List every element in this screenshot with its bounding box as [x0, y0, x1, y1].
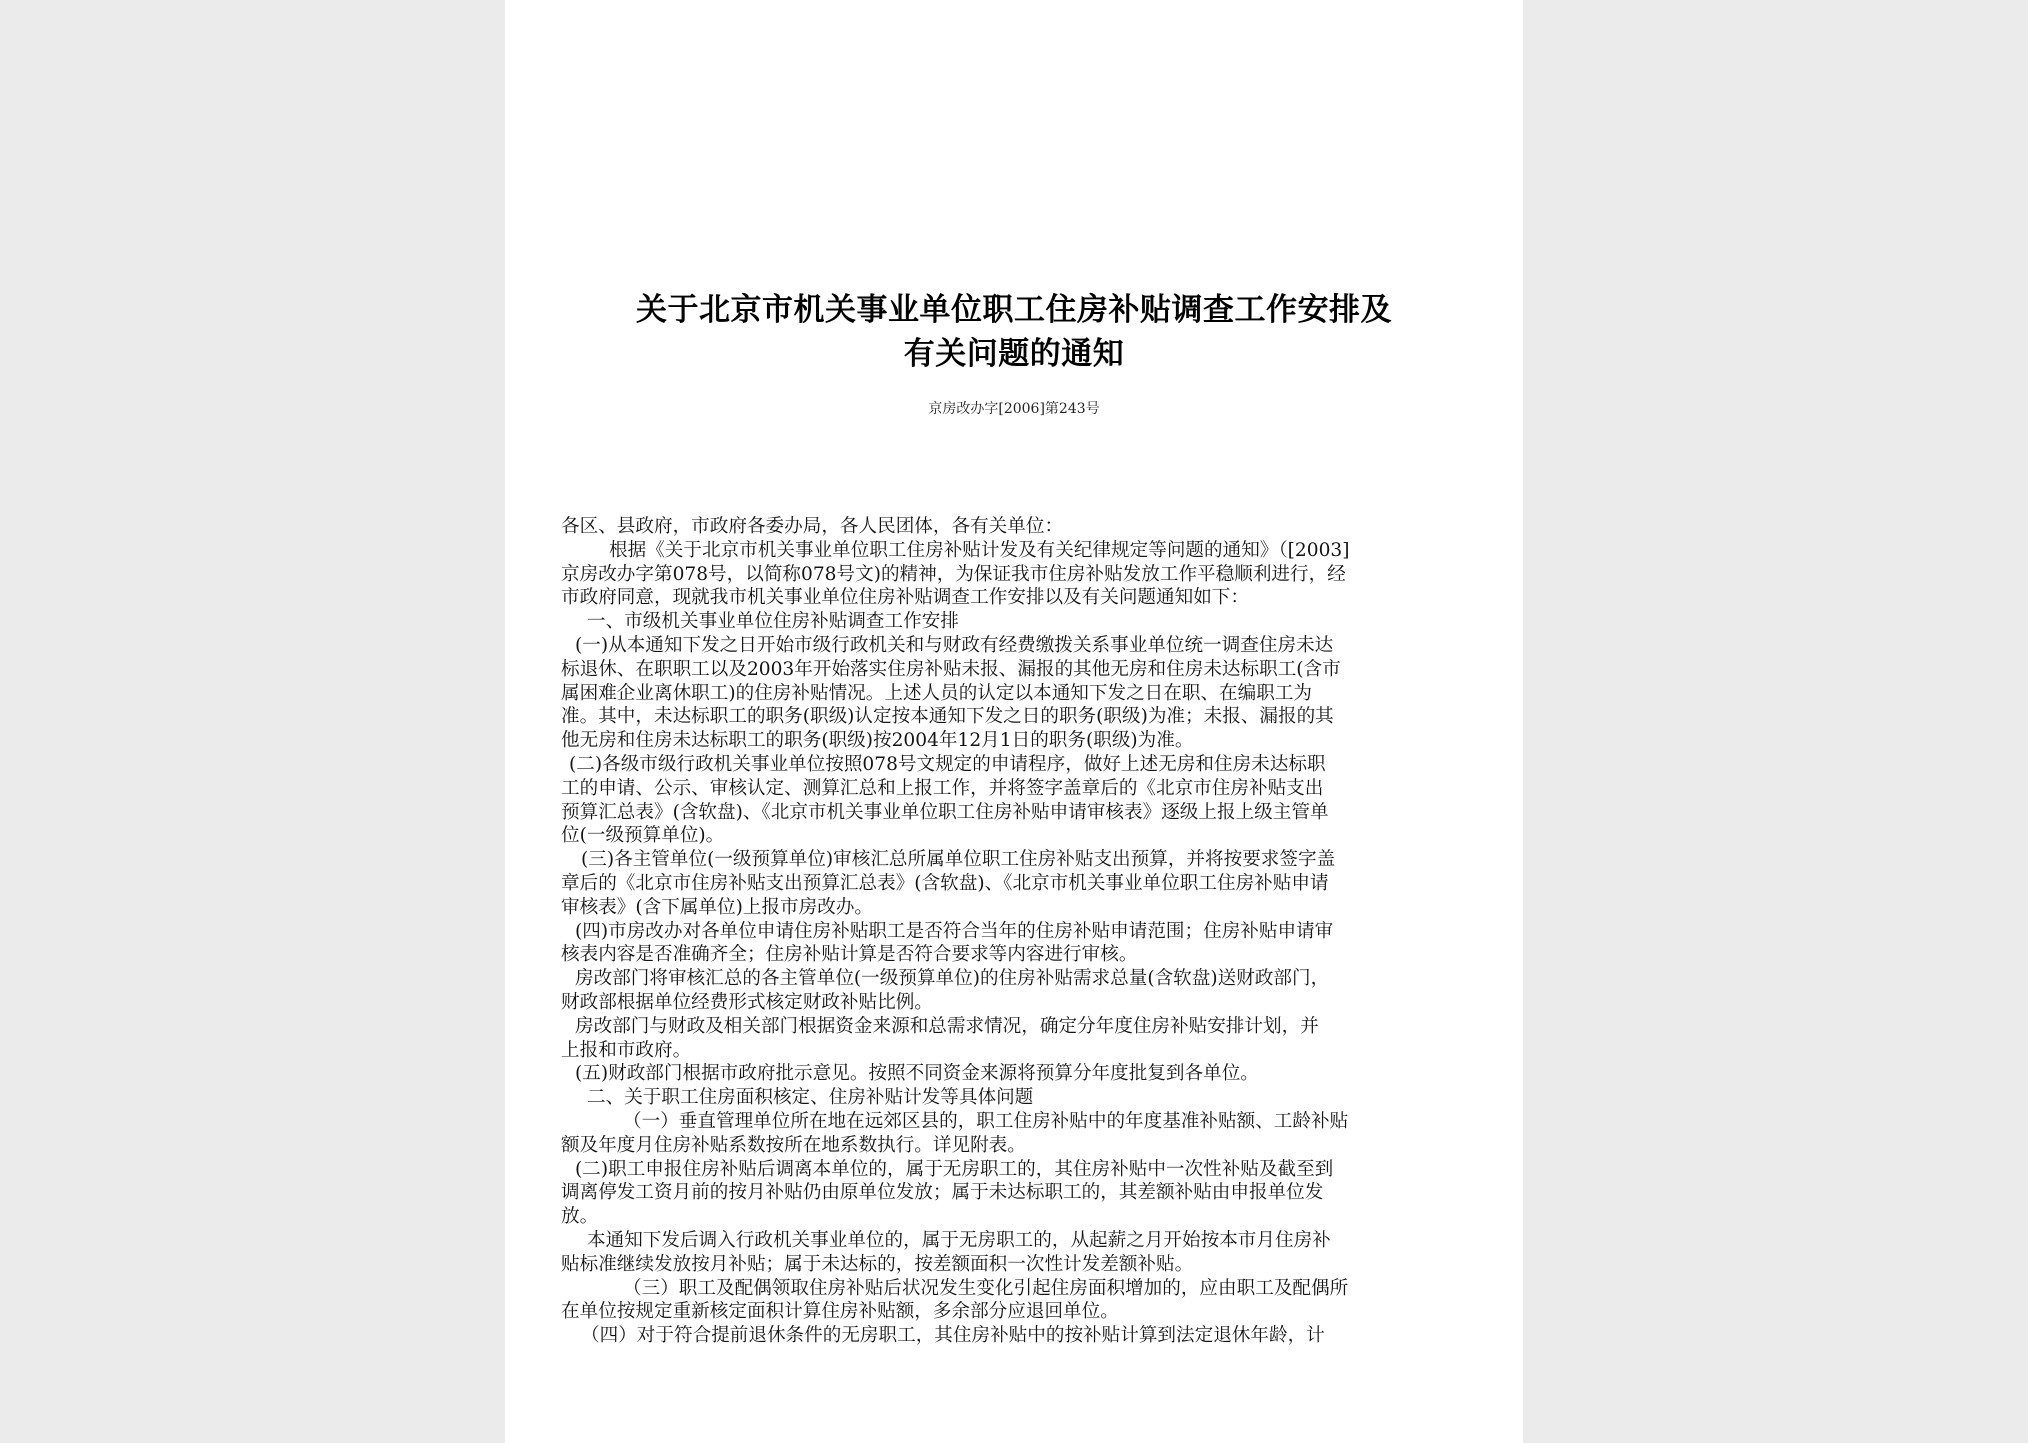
text-line: 准。其中，未达标职工的职务(职级)认定按本通知下发之日的职务(职级)为准；未报、漏报的其 — [561, 706, 1334, 728]
text-line: 位(一级预算单位)。 — [561, 825, 725, 847]
text-line: 贴标准继续发放按月补贴；属于未达标的，按差额面积一次性计发差额补贴。 — [561, 1253, 1194, 1275]
text-line: 调离停发工资月前的按月补贴仍由原单位发放；属于未达标职工的，其差额补贴由申报单位发 — [561, 1182, 1324, 1204]
text-line: (四)市房改办对各单位申请住房补贴职工是否符合当年的住房补贴申请范围；住房补贴申请审 — [575, 920, 1334, 942]
text-line: 市政府同意，现就我市机关事业单位住房补贴调查工作安排以及有关问题通知如下： — [561, 587, 1249, 609]
text-line: 审核表》(含下属单位)上报市房改办。 — [561, 896, 874, 918]
text-line: (五)财政部门根据市政府批示意见。按照不同资金来源将预算分年度批复到各单位。 — [575, 1063, 1259, 1085]
text-line: 章后的《北京市住房补贴支出预算汇总表》(含软盘)、《北京市机关事业单位职工住房补贴申请 — [561, 872, 1329, 894]
title-line: 关于北京市机关事业单位职工住房补贴调查工作安排及 — [636, 292, 1392, 328]
text-line: 标退休、在职职工以及2003年开始落实住房补贴未报、漏报的其他无房和住房未达标职工(含市 — [561, 658, 1341, 680]
text-line: （三）职工及配偶领取住房补贴后状况发生变化引起住房面积增加的，应由职工及配偶所 — [623, 1277, 1349, 1299]
text-line: 房改部门与财政及相关部门根据资金来源和总需求情况，确定分年度住房补贴安排计划，并 — [575, 1015, 1319, 1037]
text-line: 预算汇总表》(含软盘)、《北京市机关事业单位职工住房补贴申请审核表》逐级上报上级主管单 — [561, 801, 1329, 823]
text-line: 根据《关于北京市机关事业单位职工住房补贴计发及有关纪律规定等问题的通知》（[2003] — [609, 539, 1350, 561]
text-line: 上报和市政府。 — [561, 1039, 692, 1061]
text-line: （一）垂直管理单位所在地在远郊区县的，职工住房补贴中的年度基准补贴额、工龄补贴 — [623, 1110, 1349, 1132]
text-line: 一、市级机关事业单位住房补贴调查工作安排 — [587, 611, 959, 633]
text-line: 房改部门将审核汇总的各主管单位(一级预算单位)的住房补贴需求总量(含软盘)送财政部门， — [575, 968, 1330, 990]
text-line: 各区、县政府，市政府各委办局，各人民团体，各有关单位： — [561, 516, 1064, 537]
text-line: 工的申请、公示、审核认定、测算汇总和上报工作，并将签字盖章后的《北京市住房补贴支出 — [561, 777, 1324, 799]
text-line: 核表内容是否准确齐全；住房补贴计算是否符合要求等内容进行审核。 — [561, 944, 1138, 966]
text-line: （四）对于符合提前退休条件的无房职工，其住房补贴中的按补贴计算到法定退休年龄，计 — [581, 1325, 1325, 1347]
text-line: 属困难企业离休职工)的住房补贴情况。上述人员的认定以本通知下发之日在职、在编职工为 — [561, 682, 1313, 704]
text-line: (三)各主管单位(一级预算单位)审核汇总所属单位职工住房补贴支出预算，并将按要求签字盖 — [581, 849, 1336, 871]
text-line: 他无房和住房未达标职工的职务(职级)按2004年12月1日的职务(职级)为准。 — [561, 730, 1194, 752]
text-line: (二)各级市级行政机关事业单位按照078号文规定的申请程序，做好上述无房和住房未达标职 — [569, 753, 1326, 775]
text-line: 京房改办字第078号，以简称078号文)的精神，为保证我市住房补贴发放工作平稳顺利进行，经 — [561, 563, 1346, 585]
text-line: 财政部根据单位经费形式核定财政补贴比例。 — [561, 991, 933, 1013]
text-line: 本通知下发后调入行政机关事业单位的，属于无房职工的，从起薪之月开始按本市月住房补 — [587, 1229, 1331, 1251]
text-line: 放。 — [561, 1206, 599, 1228]
title-line: 有关问题的通知 — [903, 336, 1125, 372]
text-line: 额及年度月住房补贴系数按所在地系数执行。详见附表。 — [561, 1134, 1026, 1156]
document-page — [505, 0, 1523, 1443]
document-body — [561, 515, 1465, 1348]
text-line: (二)职工申报住房补贴后调离本单位的，属于无房职工的，其住房补贴中一次性补贴及截至到 — [575, 1158, 1334, 1180]
text-line: 二、关于职工住房面积核定、住房补贴计发等具体问题 — [587, 1087, 1034, 1109]
document-number: 京房改办字[2006]第243号 — [928, 401, 1100, 417]
document-title — [505, 288, 1523, 376]
text-line: 在单位按规定重新核定面积计算住房补贴额，多余部分应退回单位。 — [561, 1301, 1119, 1323]
text-line: (一)从本通知下发之日开始市级行政机关和与财政有经费缴拨关系事业单位统一调查住房未达 — [575, 634, 1334, 656]
